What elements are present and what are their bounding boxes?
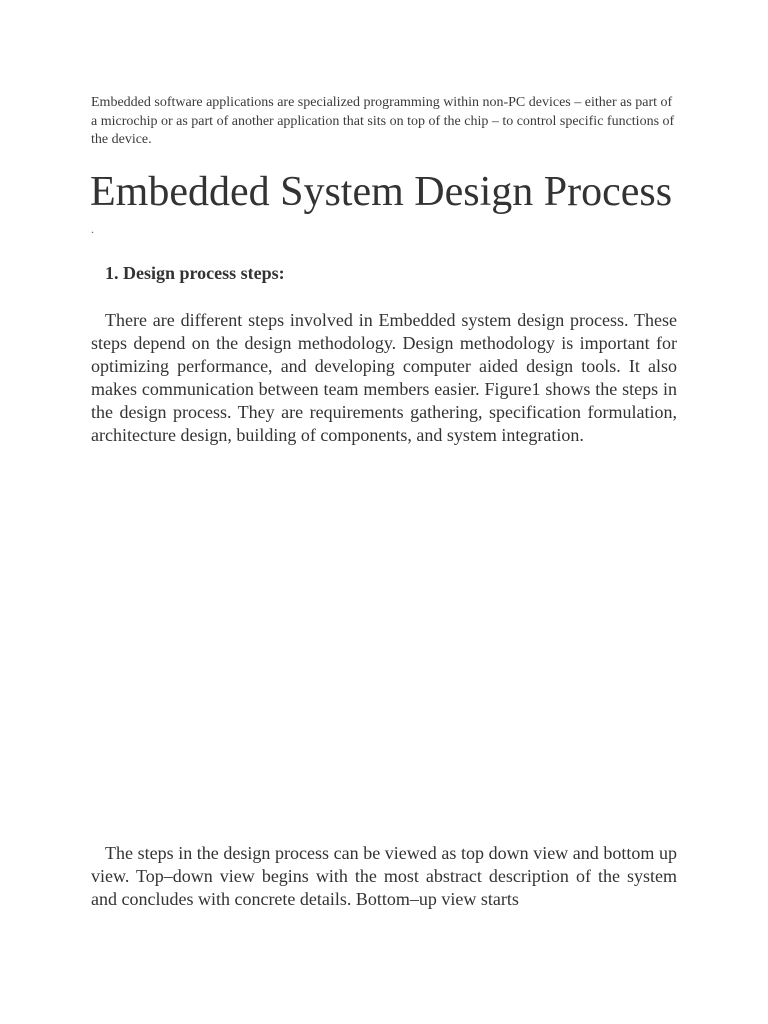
- section-heading: 1. Design process steps:: [105, 263, 285, 283]
- figure-placeholder: [91, 480, 677, 820]
- paragraph-top-down-view: The steps in the design process can be viewed as top down view and bottom up view. Top–down view begins with the most abstract description of the system and concludes with concrete details. Bottom–up view starts: [91, 843, 677, 909]
- intro-text: Embedded software applications are specialized programming within non-PC devices – either as part of a microchip or as part of another application that sits on top of the chip – to control specific functions of the device.: [91, 95, 675, 147]
- paragraph-design-steps: There are different steps involved in Embedded system design process. These steps depend on the design methodology. Design methodology is important for optimizing performance, and developing computer aided design tools. It also makes communication between team members easier. Figure1 shows the steps in the design process. They are requirements gathering, specification formulation, architecture design, building of components, and system integration.: [91, 310, 677, 445]
- separator-dot: .: [91, 222, 94, 236]
- page-title: Embedded System Design Process: [90, 169, 673, 215]
